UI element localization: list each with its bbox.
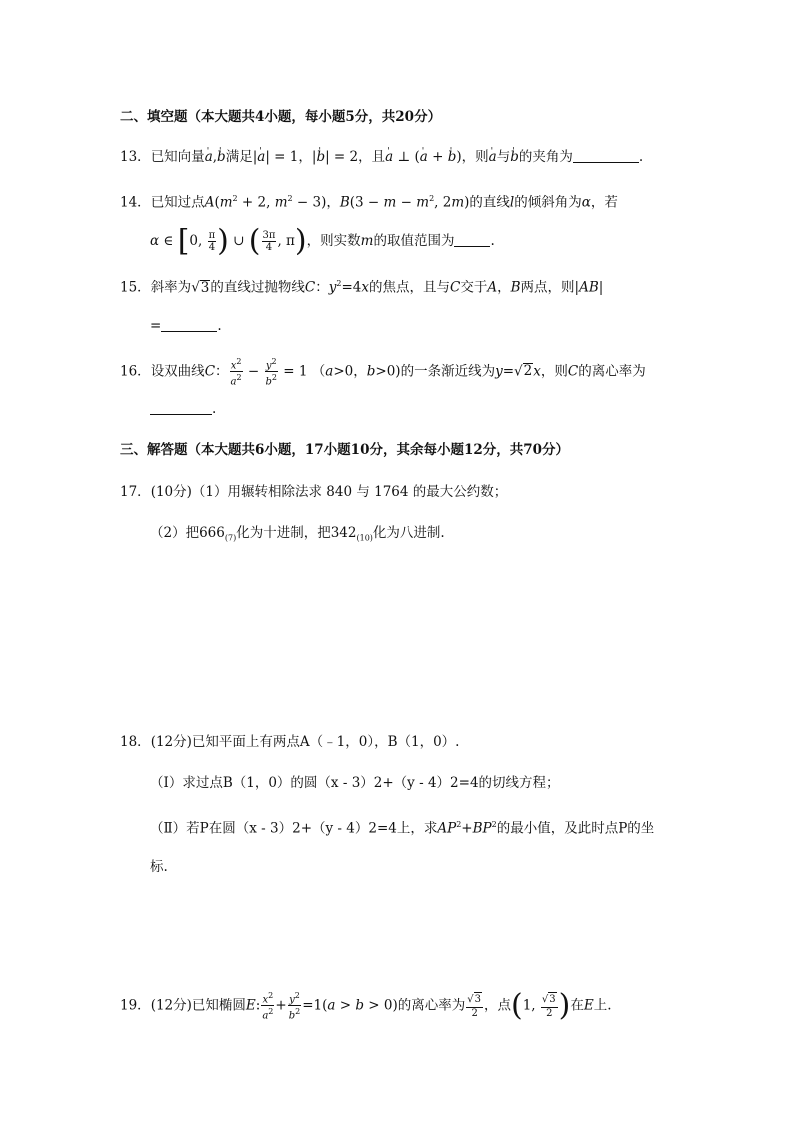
answer-blank-15[interactable] (161, 317, 217, 332)
answer-blank-16[interactable] (150, 400, 212, 415)
question-16-answer: . (150, 398, 216, 420)
answer-blank-13[interactable] (573, 148, 639, 163)
question-16: 16．设双曲线C： $\frac{x^2}{a^2}$ − $\frac{y^2}{b^2}$ = 1 （a>0，b>0)的一条渐近线为y=√2x，则C的离心率为 (120, 357, 646, 388)
question-17-part2: （2）把$666_{(7)}$化为十进制，把$342_{(10)}$化为八进制. (150, 525, 445, 543)
question-14: 14．已知过点$A(m^2 + 2$, $m^2 - 3$)，$B(3 - m - m^2$, 2m)的直线l的倾斜角为α，若 (120, 194, 618, 211)
question-18-part2-cont: 标. (150, 859, 168, 875)
question-15-answer: = . (150, 318, 222, 334)
question-18: 18．(12分)已知平面上有两点A（﹣1，0），B（1，0）. (120, 734, 460, 750)
question-15: 15．斜率为√3的直线过抛物线C：$y^2=4x$的焦点，且与C交于A，B两点，则|AB| (120, 279, 604, 296)
question-17: 17．(10分)（1）用辗转相除法求 840 与 1764 的最大公约数； (120, 484, 508, 500)
question-18-part2: （Ⅱ）若P在圆（x - 3）2+（y - 4）2=4上，求$AP^2+BP^2$的最小值，及此时点P的坐 (150, 820, 655, 837)
section-heading-solve: 三、解答题（本大题共6小题，17小题10分，其余每小题12分，共70分） (120, 442, 570, 458)
section-heading-fill-in: 二、填空题（本大题共4小题，每小题5分，共20分） (120, 109, 442, 125)
question-13: 13．已知向量' a,' b满足|' a| = 1，|' b| = 2，且' a ⊥ (' a + ' b)，则' a与' b的夹角为 . (120, 146, 643, 168)
question-19: 19．(12分)已知椭圆E: $\frac{x^2}{a^2}$ + $\frac{y^2}{b^2}$ =1(a > b > 0)的离心率为 $\frac{√3}{2}$ ，点(1, $\frac{√3}{2}$ )在E上. (120, 987, 612, 1023)
question-18-part1: （Ⅰ）求过点B（1，0）的圆（x - 3）2+（y - 4）2=4的切线方程； (150, 775, 560, 791)
question-14-condition: α ∈ [0, $\frac{\pi}{4}$ ) ∪ ( $\frac{3\pi}{4}$ , π)，则实数m的取值范围为 . (150, 223, 495, 259)
answer-blank-14[interactable] (454, 232, 490, 247)
